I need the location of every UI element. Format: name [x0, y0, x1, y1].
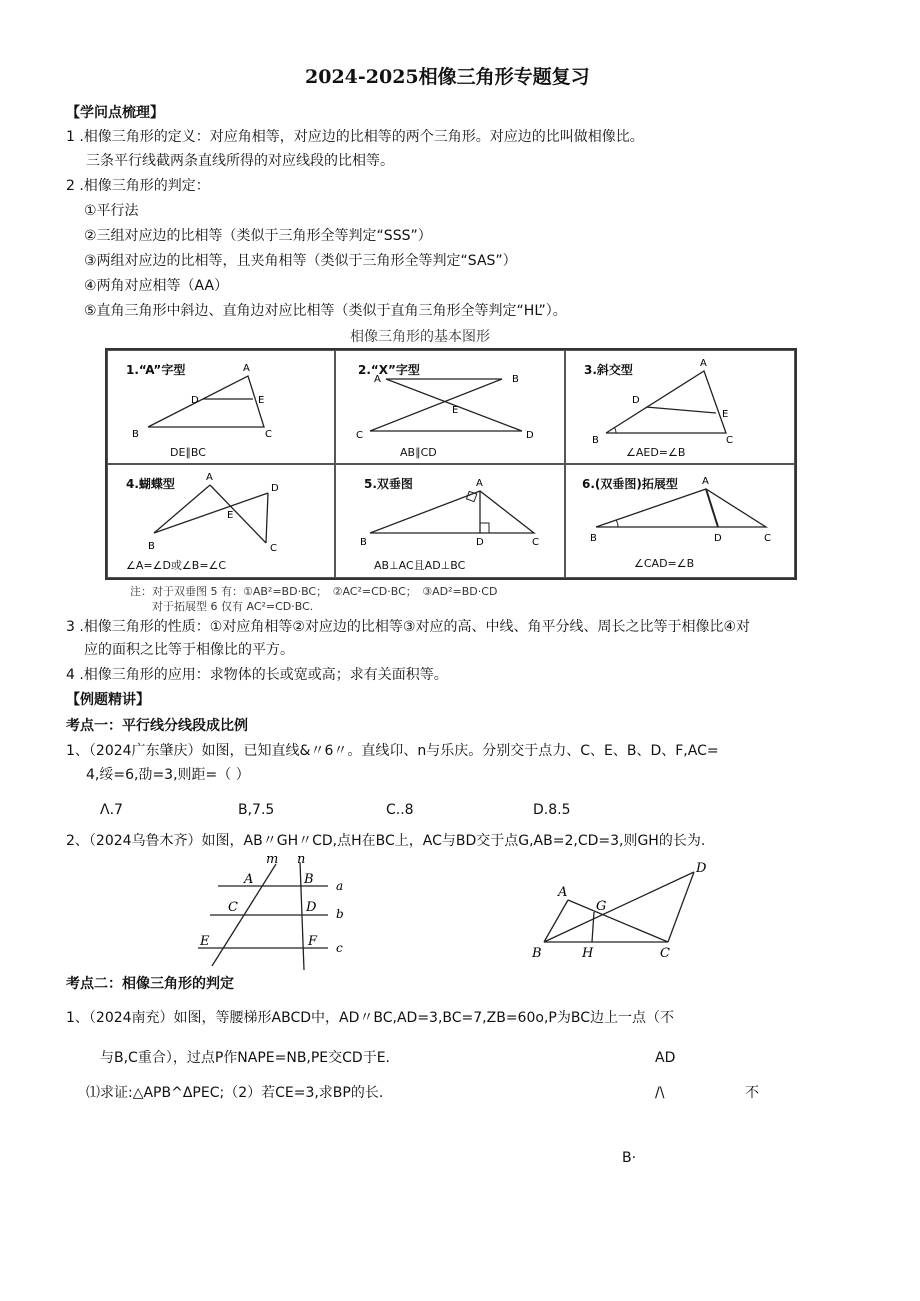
paragraph-parallel-lines: 三条平行线截两条直线所得的对应线段的比相等。	[86, 153, 394, 169]
label-a: A	[374, 374, 381, 385]
label-d: D	[696, 861, 707, 876]
paragraph-definition: 1 .相像三角形的定义：对应角相等，对应边的比相等的两个三角形。对应边的比叫做相像比。	[66, 129, 644, 145]
figure-caption: 3.斜交型	[584, 363, 633, 377]
paragraph-properties-cont: 应的面积之比等于相像比的平方。	[84, 642, 294, 658]
figure-condition: AB⊥AC且AD⊥BC	[374, 559, 466, 572]
page-title: 2024-2025相像三角形专题复习	[305, 66, 590, 88]
figure-title: 相像三角形的基本图形	[350, 329, 490, 345]
label-b-line: b	[336, 907, 344, 921]
label-c: C	[356, 430, 363, 441]
label-e: E	[227, 510, 234, 521]
figure-condition: ∠A=∠D或∠B=∠C	[126, 559, 227, 572]
label-c: C	[265, 429, 272, 440]
label-b: B	[592, 435, 599, 446]
a-type-diagram	[108, 351, 336, 465]
paragraph-criteria-heading: 2 .相像三角形的判定：	[66, 178, 210, 194]
figure-caption: 5.双垂图	[364, 477, 413, 491]
criterion-item: ①平行法	[84, 203, 139, 219]
label-e: E	[258, 395, 265, 406]
label-b: B	[148, 541, 155, 552]
question-3-line-1: 1、（2024南充）如图，等腰梯形ABCD中，AD〃BC,AD=3,BC=7,ZB=60o,P为BC边上一点（不	[66, 1010, 674, 1026]
label-f: F	[308, 934, 318, 949]
figure-cell-extension	[565, 464, 795, 578]
figure-caption: 6.(双垂图)拓展型	[582, 477, 678, 491]
label-h: H	[582, 946, 594, 961]
figure-condition: DE∥BC	[170, 446, 206, 459]
label-c-line: c	[336, 941, 343, 955]
criterion-item: ③两组对应边的比相等，且夹角相等（类似于三角形全等判定“SAS”）	[84, 253, 517, 269]
label-b: B	[590, 533, 597, 544]
label-m: m	[266, 852, 279, 867]
option-c: C..8	[386, 802, 414, 818]
section-heading-knowledge: 【学问点梳理】	[66, 105, 164, 121]
label-d: D	[632, 395, 640, 406]
figure-cell-a-type	[107, 350, 335, 464]
label-c: C	[270, 543, 277, 554]
label-a: A	[243, 363, 250, 374]
question-2: 2、（2024乌鲁木齐）如图，AB〃GH〃CD,点H在BC上，AC与BD交于点G,AB=2,CD=3,则GH的长为.	[66, 833, 706, 849]
x-type-diagram	[336, 351, 566, 465]
figure-condition: AB∥CD	[400, 446, 437, 459]
figure-fragment-bu: 不	[745, 1085, 759, 1101]
label-n: n	[297, 852, 306, 867]
parallel-lines-figure	[190, 852, 360, 974]
label-d: D	[271, 483, 279, 494]
label-e: E	[452, 405, 459, 416]
label-c: C	[764, 533, 771, 544]
figure-caption: 2.“X”字型	[358, 363, 420, 377]
section-heading-examples: 【例题精讲】	[66, 692, 150, 708]
label-c: C	[532, 537, 539, 548]
label-a: A	[244, 872, 254, 887]
option-a: Λ.7	[100, 802, 123, 818]
label-e: E	[722, 409, 729, 420]
label-c: C	[726, 435, 733, 446]
figure-condition: ∠CAD=∠B	[634, 557, 695, 570]
key-point-1: 考点一：平行线分线段成比例	[66, 718, 248, 734]
label-b: B	[304, 872, 314, 887]
label-c: C	[228, 900, 238, 915]
figure-fragment-ad: AD	[655, 1050, 676, 1066]
label-a: A	[702, 476, 709, 487]
figure-cell-x-type	[335, 350, 565, 464]
figure-condition: ∠AED=∠B	[626, 446, 686, 459]
figure-note-1: 注：对于双垂图 5 有：①AB²=BD·BC； ②AC²=CD·BC； ③AD²=BD·CD	[130, 585, 498, 598]
figure-note-2: 对于拓展型 6 仅有 AC²=CD·BC.	[152, 600, 314, 613]
label-d: D	[714, 533, 722, 544]
label-d: D	[306, 900, 317, 915]
figure-cell-butterfly	[107, 464, 335, 578]
basic-figures-grid	[105, 348, 797, 580]
label-b: B	[132, 429, 139, 440]
figure-caption: 1.“A”字型	[126, 363, 186, 377]
paragraph-properties: 3 .相像三角形的性质：①对应角相等②对应边的比相等③对应的高、中线、角平分线、周长之比等于相像比④对	[66, 619, 751, 635]
label-d: D	[476, 537, 484, 548]
figure-cell-double-perpendicular	[335, 464, 565, 578]
figure-cell-oblique	[565, 350, 795, 464]
question-1-line-1: 1、（2024广东肇庆）如图，已知直线&〃6〃。直线卬、n与乐庆。分别交于点力、C、E、B、D、F,AC=	[66, 743, 719, 759]
figure-caption: 4.蝴蝶型	[126, 477, 175, 491]
criterion-item: ④两角对应相等（AA）	[84, 278, 229, 294]
option-b: B,7.5	[238, 802, 275, 818]
option-d: D.8.5	[533, 802, 571, 818]
label-c: C	[660, 946, 670, 961]
question-3-line-3: ⑴求证:△APB^ΔPEC;（2）若CE=3,求BP的长.	[86, 1085, 384, 1101]
parallel-segments-figure	[520, 858, 720, 964]
label-e: E	[200, 934, 210, 949]
figure-fragment-b: B·	[622, 1150, 637, 1166]
label-b: B	[512, 374, 519, 385]
label-a: A	[700, 358, 707, 369]
figure-fragment-slash: /\	[655, 1085, 665, 1101]
label-a: A	[206, 472, 213, 483]
key-point-2: 考点二：相像三角形的判定	[66, 976, 234, 992]
paragraph-applications: 4 .相像三角形的应用：求物体的长或宽或高；求有关面积等。	[66, 667, 448, 683]
question-3-line-2: 与B,C重合），过点P作NAPE=NB,PE交CD于E.	[100, 1050, 391, 1066]
criterion-item: ②三组对应边的比相等（类似于三角形全等判定“SSS”）	[84, 228, 432, 244]
label-b: B	[532, 946, 542, 961]
criterion-item: ⑤直角三角形中斜边、直角边对应比相等（类似于直角三角形全等判定“HL”）。	[84, 303, 567, 319]
label-b: B	[360, 537, 367, 548]
label-a: A	[476, 478, 483, 489]
label-a-line: a	[336, 879, 344, 893]
label-a: A	[558, 885, 568, 900]
label-d: D	[526, 430, 534, 441]
question-1-line-2: 4,绥=6,劭=3,则距=（ ）	[86, 767, 250, 783]
label-g: G	[596, 899, 607, 914]
label-d: D	[191, 395, 199, 406]
